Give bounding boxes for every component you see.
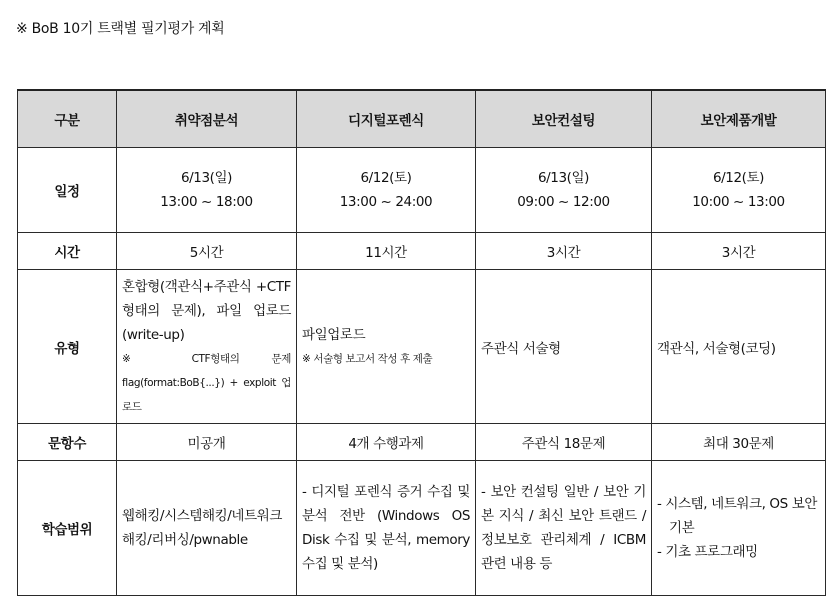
questions-cell-dev: 최대 30문제 <box>652 424 826 461</box>
header-category: 구분 <box>18 90 117 148</box>
schedule-cell-vuln <box>117 148 297 233</box>
page-title: ※ BoB 10기 트랙별 필기평가 계획 <box>16 21 225 37</box>
schedule-date: 6/12(토) <box>360 170 412 186</box>
header-digital-forensics: 디지털포렌식 <box>297 90 476 148</box>
duration-cell-vuln: 5시간 <box>117 233 297 270</box>
header-security-consulting: 보안컨설팅 <box>476 90 652 148</box>
duration-cell-consulting: 3시간 <box>476 233 652 270</box>
row-label-questions: 문항수 <box>18 424 117 461</box>
scope-vuln-text: 웹해킹/시스템해킹/네트워크해킹/리버싱/pwnable <box>122 508 282 548</box>
table-header-row <box>18 90 826 148</box>
schedule-date: 6/12(토) <box>712 170 765 186</box>
schedule-cell-consulting <box>476 148 652 233</box>
duration-cell-forensic: 11시간 <box>297 233 476 270</box>
row-label-scope: 학습범위 <box>18 461 117 596</box>
row-label-duration: 시간 <box>18 233 117 270</box>
questions-cell-consulting: 주관식 18문제 <box>476 424 652 461</box>
schedule-date: 6/13(일) <box>537 170 590 186</box>
table-row-duration <box>18 233 826 270</box>
scope-consulting-text: - 보안 컨설팅 일반 / 보안 기본 지식 / 최신 보안 트랜드 / 정보보호 관리체계 / ICBM 관련 내용 등 <box>481 484 646 572</box>
scope-cell-vuln <box>117 461 297 596</box>
scope-cell-consulting <box>476 461 652 596</box>
type-forensic-note: ※ 서술형 보고서 작성 후 제출 <box>302 352 433 365</box>
list-item: - 기초 프로그래밍 <box>657 544 758 560</box>
questions-cell-forensic: 4개 수행과제 <box>297 424 476 461</box>
scope-dev-list <box>657 492 820 564</box>
row-label-schedule: 일정 <box>18 148 117 233</box>
schedule-cell-dev <box>652 148 826 233</box>
scope-forensic-text: - 디지털 포렌식 증거 수집 및 분석 전반 (Windows OS Disk 수집 및 분석, memory 수집 및 분석) <box>302 484 470 572</box>
type-cell-forensic <box>297 270 476 424</box>
schedule-date: 6/13(일) <box>180 170 233 186</box>
scope-cell-forensic <box>297 461 476 596</box>
type-cell-consulting: 주관식 서술형 <box>476 270 652 424</box>
type-vuln-note: ※ CTF형태의 문제 flag(format:BoB{...}) + exploit 업로드 <box>122 352 291 413</box>
header-security-product-dev: 보안제품개발 <box>652 90 826 148</box>
header-vuln-analysis: 취약점분석 <box>117 90 297 148</box>
schedule-time: 13:00 ~ 24:00 <box>339 194 433 210</box>
table-row-scope <box>18 461 826 596</box>
schedule-time: 10:00 ~ 13:00 <box>692 194 785 210</box>
type-cell-dev: 객관식, 서술형(코딩) <box>652 270 826 424</box>
type-vuln-main: 혼합형(객관식+주관식 +CTF 형태의 문제), 파일 업로드(write-up) <box>122 278 291 343</box>
scope-cell-dev <box>652 461 826 596</box>
table-row-type <box>18 270 826 424</box>
row-label-type: 유형 <box>18 270 117 424</box>
schedule-time: 13:00 ~ 18:00 <box>160 194 253 210</box>
list-item: - 시스템, 네트워크, OS 보안 기본 <box>657 496 817 536</box>
schedule-cell-forensic <box>297 148 476 233</box>
schedule-time: 09:00 ~ 12:00 <box>517 194 610 210</box>
table-row-schedule <box>18 148 826 233</box>
table-row-questions <box>18 424 826 461</box>
type-forensic-main: 파일업로드 <box>302 326 366 343</box>
questions-cell-vuln: 미공개 <box>117 424 297 461</box>
type-cell-vuln <box>117 270 297 424</box>
evaluation-plan-table <box>17 89 826 596</box>
duration-cell-dev: 3시간 <box>652 233 826 270</box>
